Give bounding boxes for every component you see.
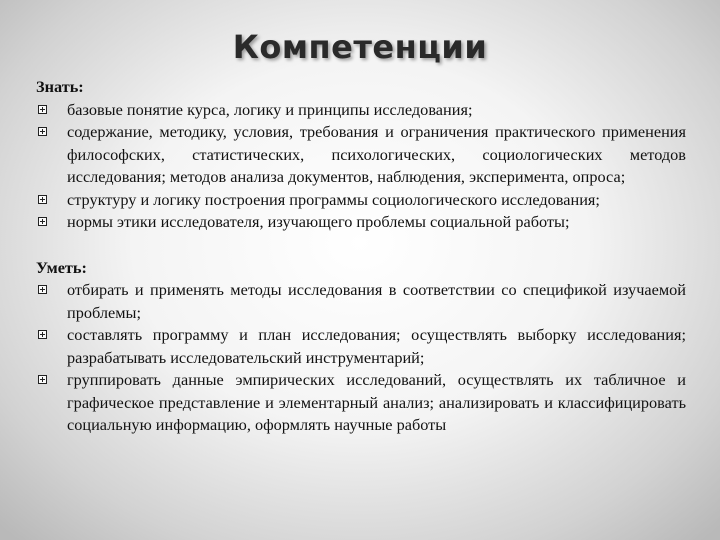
list-item xyxy=(36,189,686,212)
list-item-text: составлять программу и план исследования; осуществлять выборку исследования; разрабатывать исследовательский инструментарий; xyxy=(67,325,686,367)
boxed-plus-icon xyxy=(38,105,47,114)
boxed-plus-icon xyxy=(38,127,47,136)
boxed-plus-icon xyxy=(38,195,47,204)
section-heading-can: Уметь: xyxy=(36,257,87,277)
list-item-text: группировать данные эмпирических исследований, осуществлять их табличное и графическое представление и элементарный анализ; анализировать и классифицировать социальную информацию, оформлять научные работы xyxy=(67,370,686,434)
list-item-text: нормы этики исследователя, изучающего проблемы социальной работы; xyxy=(67,212,570,231)
know-list xyxy=(36,99,686,234)
can-list xyxy=(36,279,686,437)
list-item xyxy=(36,121,686,189)
list-item xyxy=(36,99,686,122)
list-item-text: отбирать и применять методы исследования в соответствии со спецификой изучаемой проблемы; xyxy=(67,280,686,322)
list-item xyxy=(36,369,686,437)
list-item xyxy=(36,279,686,324)
section-heading-know: Знать: xyxy=(36,77,84,96)
boxed-plus-icon xyxy=(38,285,47,294)
boxed-plus-icon xyxy=(38,330,47,339)
list-item-text: содержание, методику, условия, требования и ограничения практического применения философских, статистических, психологических, социологических методов исследования; методов анализа документов, наблюдения, эксперимента, опроса; xyxy=(67,122,686,186)
boxed-plus-icon xyxy=(38,375,47,384)
boxed-plus-icon xyxy=(38,217,47,226)
slide-content xyxy=(36,76,686,437)
list-item-text: структуру и логику построения программы социологического исследования; xyxy=(67,189,600,209)
slide-title: Компетенции xyxy=(232,28,488,66)
list-item-text: базовые понятие курса, логику и принципы исследования; xyxy=(67,99,473,119)
list-item xyxy=(36,324,686,369)
list-item xyxy=(36,211,686,234)
